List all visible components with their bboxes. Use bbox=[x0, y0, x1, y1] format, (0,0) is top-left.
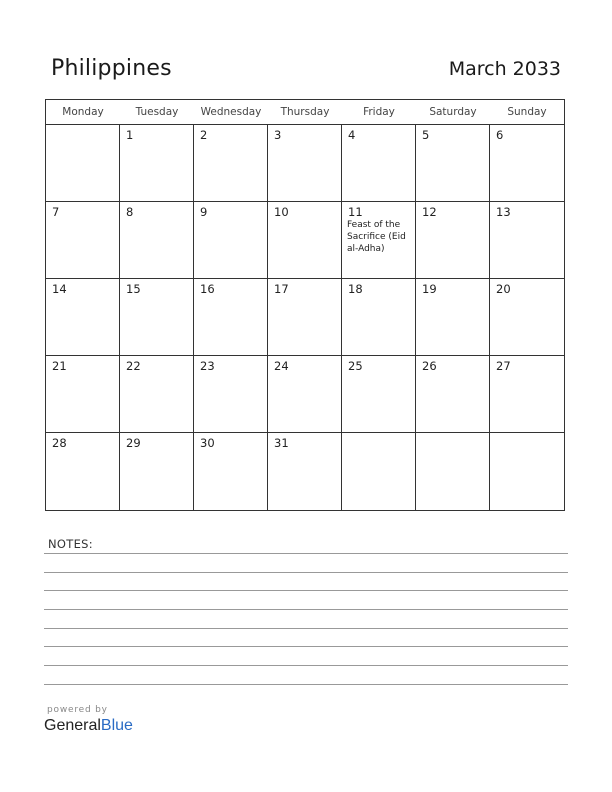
day-number: 31 bbox=[274, 436, 289, 450]
day-cell bbox=[416, 125, 490, 202]
day-cell bbox=[342, 356, 416, 433]
day-number: 10 bbox=[274, 205, 289, 219]
holiday-event: Feast of the Sacrifice (Eid al-Adha) bbox=[347, 220, 406, 254]
note-line bbox=[44, 665, 568, 666]
day-cell bbox=[342, 279, 416, 356]
day-number: 11 bbox=[348, 205, 363, 219]
weekday-sunday: Sunday bbox=[507, 106, 547, 118]
country-title: Philippines bbox=[51, 56, 172, 81]
weekday-monday: Monday bbox=[62, 106, 104, 118]
day-number: 1 bbox=[126, 128, 134, 142]
brand-logo bbox=[44, 717, 133, 735]
day-number: 4 bbox=[348, 128, 356, 142]
day-cell bbox=[342, 433, 416, 510]
day-cell bbox=[46, 125, 120, 202]
day-number: 23 bbox=[200, 359, 215, 373]
day-cell bbox=[490, 202, 564, 279]
day-cell bbox=[490, 279, 564, 356]
day-cell bbox=[342, 202, 416, 279]
day-number: 24 bbox=[274, 359, 289, 373]
day-cell bbox=[194, 356, 268, 433]
note-line bbox=[44, 609, 568, 610]
day-number: 26 bbox=[422, 359, 437, 373]
day-cell bbox=[416, 279, 490, 356]
day-number: 5 bbox=[422, 128, 430, 142]
day-cell bbox=[120, 433, 194, 510]
day-number: 6 bbox=[496, 128, 504, 142]
day-cell bbox=[490, 356, 564, 433]
note-line bbox=[44, 684, 568, 685]
day-cell bbox=[194, 433, 268, 510]
day-number: 14 bbox=[52, 282, 67, 296]
note-line bbox=[44, 572, 568, 573]
weekday-saturday: Saturday bbox=[429, 106, 477, 118]
weekday-tuesday: Tuesday bbox=[135, 106, 179, 118]
day-number: 25 bbox=[348, 359, 363, 373]
day-number: 7 bbox=[52, 205, 60, 219]
note-line bbox=[44, 590, 568, 591]
day-cell bbox=[120, 356, 194, 433]
day-number: 21 bbox=[52, 359, 67, 373]
day-cell bbox=[120, 279, 194, 356]
day-number: 27 bbox=[496, 359, 511, 373]
day-number: 18 bbox=[348, 282, 363, 296]
weekday-thursday: Thursday bbox=[280, 106, 330, 118]
day-cell bbox=[194, 279, 268, 356]
day-cell bbox=[46, 202, 120, 279]
month-title: March 2033 bbox=[448, 58, 561, 80]
day-number: 15 bbox=[126, 282, 141, 296]
day-cell bbox=[46, 433, 120, 510]
brand-general: General bbox=[44, 717, 101, 734]
day-cell bbox=[416, 356, 490, 433]
day-number: 16 bbox=[200, 282, 215, 296]
day-cell bbox=[490, 125, 564, 202]
day-number: 29 bbox=[126, 436, 141, 450]
day-cell bbox=[268, 202, 342, 279]
day-cell bbox=[120, 125, 194, 202]
day-cell bbox=[46, 279, 120, 356]
day-cell bbox=[342, 125, 416, 202]
day-cell bbox=[490, 433, 564, 510]
calendar-grid bbox=[45, 99, 565, 511]
day-number: 8 bbox=[126, 205, 134, 219]
day-number: 12 bbox=[422, 205, 437, 219]
day-number: 17 bbox=[274, 282, 289, 296]
day-cell bbox=[120, 202, 194, 279]
note-line bbox=[44, 646, 568, 647]
day-cell bbox=[268, 125, 342, 202]
day-number: 20 bbox=[496, 282, 511, 296]
day-number: 30 bbox=[200, 436, 215, 450]
day-cell bbox=[268, 356, 342, 433]
day-cell bbox=[194, 125, 268, 202]
powered-by-text: powered by bbox=[47, 705, 108, 715]
day-number: 2 bbox=[200, 128, 208, 142]
brand-blue: Blue bbox=[100, 717, 133, 734]
day-cell bbox=[268, 433, 342, 510]
day-cell bbox=[416, 433, 490, 510]
weekday-wednesday: Wednesday bbox=[200, 106, 262, 118]
calendar-weeks bbox=[46, 125, 564, 510]
note-line bbox=[44, 628, 568, 629]
day-cell bbox=[46, 356, 120, 433]
day-number: 28 bbox=[52, 436, 67, 450]
day-number: 19 bbox=[422, 282, 437, 296]
weekday-header-row bbox=[46, 100, 564, 125]
day-number: 13 bbox=[496, 205, 511, 219]
day-number: 9 bbox=[200, 205, 208, 219]
notes-label: NOTES: bbox=[48, 537, 93, 551]
day-number: 22 bbox=[126, 359, 141, 373]
day-cell bbox=[194, 202, 268, 279]
note-line bbox=[44, 553, 568, 554]
day-cell bbox=[416, 202, 490, 279]
weekday-friday: Friday bbox=[363, 106, 395, 118]
day-number: 3 bbox=[274, 128, 282, 142]
day-cell bbox=[268, 279, 342, 356]
